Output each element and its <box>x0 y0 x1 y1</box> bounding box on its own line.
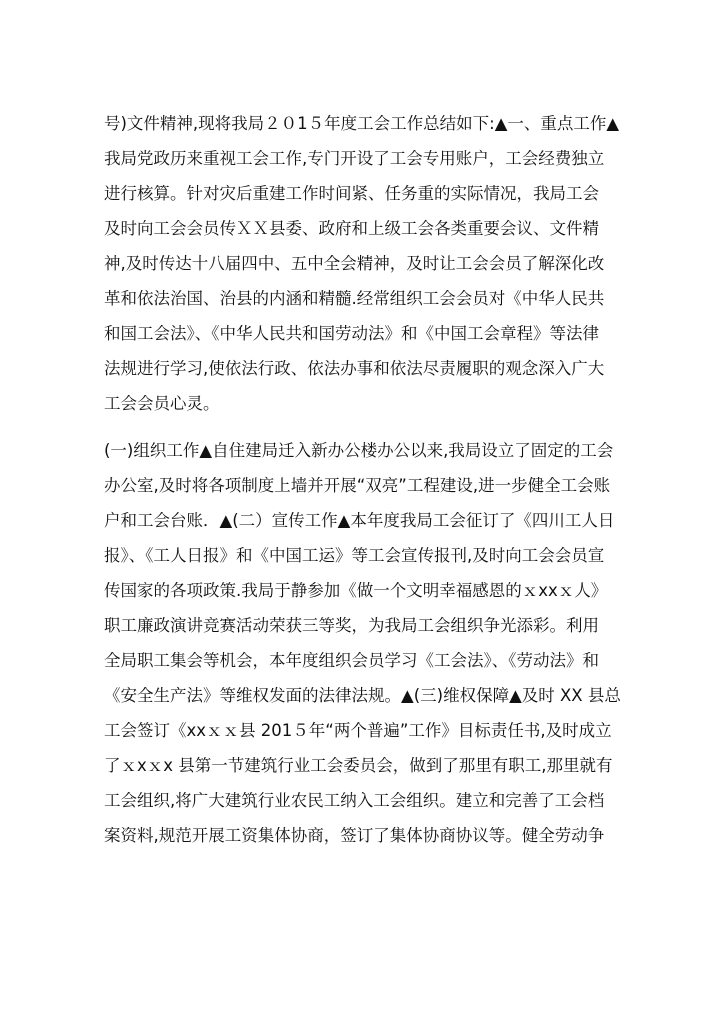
text-line: 户和工会台账．▲(二）宣传工作▲本年度我局工会征订了《四川工人日 <box>104 511 615 530</box>
text-line: 神,及时传达十八届四中、五中全会精神，及时让工会会员了解深化改 <box>104 254 605 273</box>
text-line: 《安全生产法》等维权发面的法律法规。▲(三)维权保障▲及时 XX 县总 <box>104 686 621 705</box>
text-line: 我局党政历来重视工会工作,专门开设了工会专用账户，工会经费独立 <box>104 149 605 168</box>
text-line: 传国家的各项政策.我局于静参加《做一个文明幸福感恩的ｘxxｘ人》 <box>104 581 608 600</box>
text-line: 法规进行学习,使依法行政、依法办事和依法尽责履职的观念深入广大 <box>104 359 605 378</box>
text-line: 及时向工会会员传ＸＸ县委、政府和上级工会各类重要会议、文件精 <box>104 219 599 238</box>
text-line: 全局职工集会等机会，本年度组织会员学习《工会法》、《劳动法》和 <box>104 651 599 670</box>
text-line: 办公室,及时将各项制度上墙并开展“双亮”工程建设,进一步健全工会账 <box>104 476 611 495</box>
text-line: 革和依法治国、治县的内涵和精髓.经常组织工会会员对《中华人民共 <box>104 289 605 308</box>
text-line: 工会组织,将广大建筑行业农民工纳入工会组织。建立和完善了工会档 <box>104 791 605 810</box>
text-line: 案资料,规范开展工资集体协商，签订了集体协商协议等。健全劳动争 <box>104 826 605 845</box>
document-body <box>104 106 624 853</box>
text-line: 了ｘxｘx 县第一节建筑行业工会委员会，做到了那里有职工,那里就有 <box>104 756 613 775</box>
text-line: 号)文件精神,现将我局２０1５年度工会工作总结如下:▲一、重点工作▲ <box>104 114 620 133</box>
text-line: 报》、《工人日报》和《中国工运》等工会宣传报刊,及时向工会会员宣 <box>104 546 605 565</box>
text-line: 职工廉政演讲竞赛活动荣获三等奖，为我局工会组织争光添彩。利用 <box>104 616 599 635</box>
text-line: 和国工会法》、《中华人民共和国劳动法》和《中国工会章程》等法律 <box>104 324 599 343</box>
text-line: 进行核算。针对灾后重建工作时间紧、任务重的实际情况，我局工会 <box>104 184 599 203</box>
text-line: (一)组织工作▲自住建局迁入新办公楼办公以来,我局设立了固定的工会 <box>104 441 614 460</box>
text-line: 工会会员心灵。 <box>104 394 220 413</box>
text-line: 工会签订《xxｘｘ县 201５年“两个普遍”工作》目标责任书,及时成立 <box>104 721 612 740</box>
